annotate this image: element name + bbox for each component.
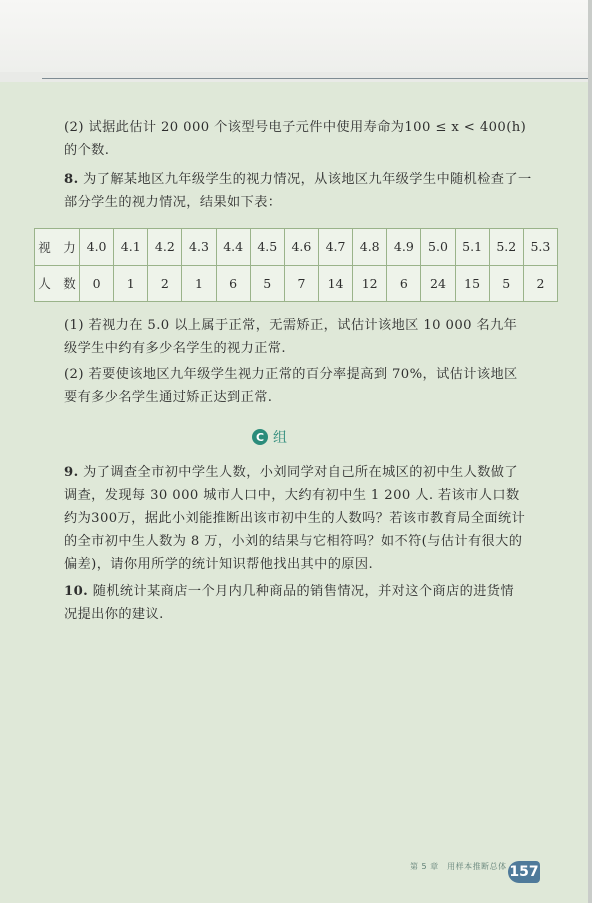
group-heading bbox=[252, 427, 287, 447]
table-cell: 4.5 bbox=[250, 229, 284, 266]
chapter-footer: 第 5 章 用样本推断总体 bbox=[410, 862, 507, 871]
q8-part1-label: (1) bbox=[64, 318, 84, 333]
table-header-counts: 人 数 bbox=[35, 265, 80, 302]
table-cell: 5 bbox=[250, 265, 284, 302]
table-cell: 0 bbox=[80, 265, 114, 302]
q8-number: 8. bbox=[64, 172, 79, 187]
table-cell: 4.2 bbox=[148, 229, 182, 266]
table-cell: 4.8 bbox=[353, 229, 387, 266]
table-cell: 1 bbox=[114, 265, 148, 302]
q7-part2-label: (2) bbox=[64, 120, 84, 135]
table-cell: 4.7 bbox=[318, 229, 352, 266]
page-number: 157 bbox=[508, 861, 540, 883]
page-top-margin bbox=[0, 0, 592, 72]
vision-table bbox=[34, 228, 558, 302]
q8-part2-text: 若要使该地区九年级学生视力正常的百分率提高到 70%，试估计该地区要有多少名学生通过矫正达到正常. bbox=[64, 367, 518, 405]
table-cell: 4.3 bbox=[182, 229, 216, 266]
table-cell: 4.9 bbox=[387, 229, 421, 266]
q7-part2 bbox=[64, 116, 532, 162]
table-row-counts bbox=[35, 265, 558, 302]
q9-number: 9. bbox=[64, 465, 79, 480]
q10 bbox=[64, 580, 526, 626]
table-cell: 4.6 bbox=[284, 229, 318, 266]
header-rule bbox=[42, 78, 590, 79]
table-cell: 1 bbox=[182, 265, 216, 302]
q8-part1-text: 若视力在 5.0 以上属于正常，无需矫正，试估计该地区 10 000 名九年级学生中约有多少名学生的视力正常. bbox=[64, 318, 518, 356]
q7-part2-text: 试据此估计 20 000 个该型号电子元件中使用寿命为100 ≤ x < 400(h)的个数. bbox=[64, 120, 527, 158]
q8-part2-label: (2) bbox=[64, 367, 84, 382]
group-badge: C bbox=[252, 429, 268, 445]
table-cell: 12 bbox=[353, 265, 387, 302]
table-cell: 15 bbox=[455, 265, 489, 302]
page-edge bbox=[588, 0, 592, 903]
group-label: 组 bbox=[273, 430, 287, 446]
q10-text: 随机统计某商店一个月内几种商品的销售情况，并对这个商店的进货情况提出你的建议. bbox=[64, 584, 514, 622]
table-cell: 24 bbox=[421, 265, 455, 302]
table-cell: 4.0 bbox=[80, 229, 114, 266]
table-row-vision bbox=[35, 229, 558, 266]
table-header-vision: 视 力 bbox=[35, 229, 80, 266]
q10-number: 10. bbox=[64, 584, 89, 599]
table-cell: 5.3 bbox=[523, 229, 557, 266]
table-cell: 2 bbox=[523, 265, 557, 302]
q9-text: 为了调查全市初中学生人数，小刘同学对自己所在城区的初中生人数做了调查，发现每 30 000 城市人口中，大约有初中生 1 200 人. 若该市人口数约为300万，据此小刘能推断出该市初中生的人数吗？若该市教育局全面统计的全市初中生人数为 8 万，小刘的结果与它相符吗？如不符(与估计有很大的偏差)，请你用所学的统计知识帮他找出其中的原因. bbox=[64, 465, 526, 572]
table-cell: 2 bbox=[148, 265, 182, 302]
table-cell: 5.2 bbox=[489, 229, 523, 266]
q8-part2 bbox=[64, 363, 526, 409]
q8-part1 bbox=[64, 314, 526, 360]
table-cell: 5.1 bbox=[455, 229, 489, 266]
table-cell: 6 bbox=[387, 265, 421, 302]
table-cell: 4.4 bbox=[216, 229, 250, 266]
table-cell: 6 bbox=[216, 265, 250, 302]
q9 bbox=[64, 461, 526, 576]
table-cell: 14 bbox=[318, 265, 352, 302]
table-cell: 5.0 bbox=[421, 229, 455, 266]
table-cell: 5 bbox=[489, 265, 523, 302]
table-cell: 7 bbox=[284, 265, 318, 302]
q8-text: 为了解某地区九年级学生的视力情况，从该地区九年级学生中随机检查了一部分学生的视力情况，结果如下表： bbox=[64, 172, 532, 210]
q8 bbox=[64, 168, 532, 214]
table-cell: 4.1 bbox=[114, 229, 148, 266]
